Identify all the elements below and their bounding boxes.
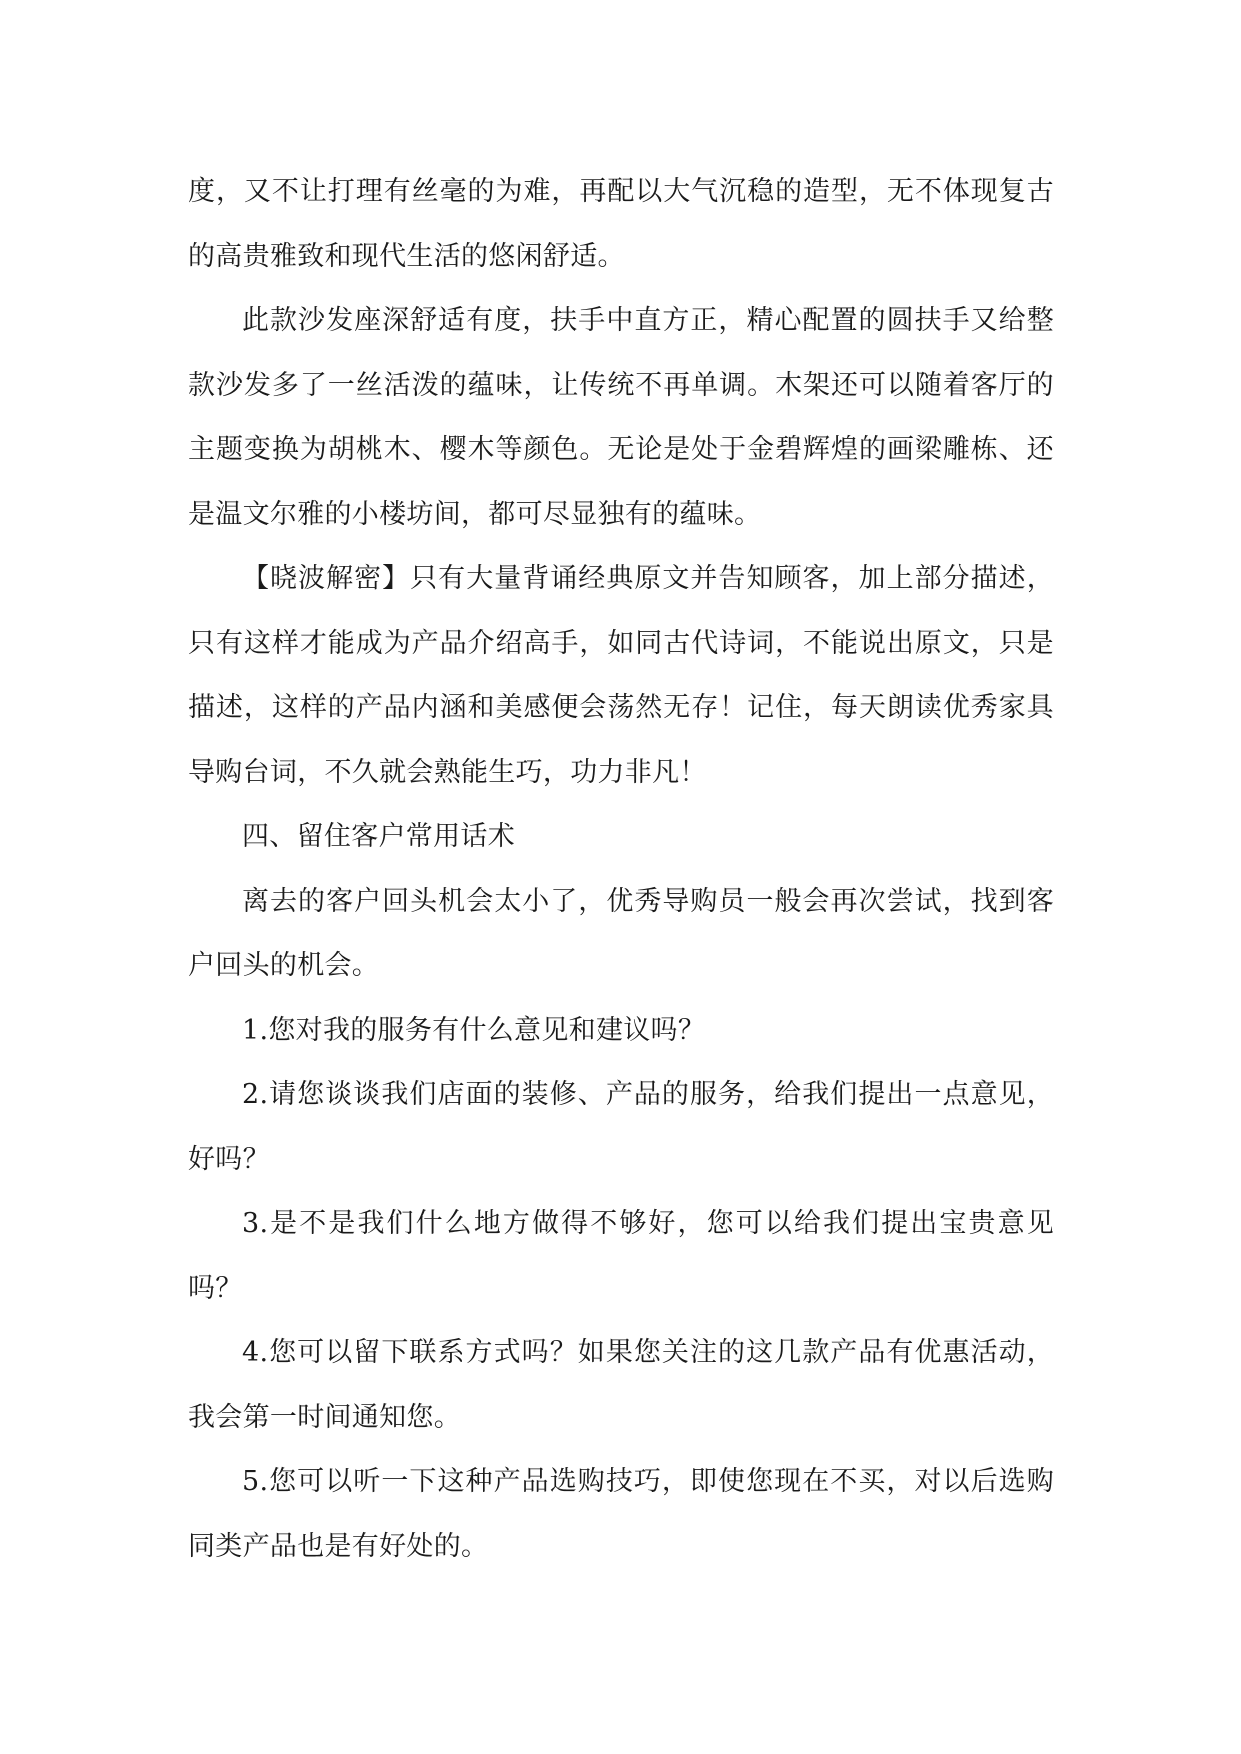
list-item-4: 4.您可以留下联系方式吗？如果您关注的这几款产品有优惠活动，我会第一时间通知您。	[188, 1337, 1054, 1433]
paragraph-sofa-description: 此款沙发座深舒适有度，扶手中直方正，精心配置的圆扶手又给整款沙发多了一丝活泼的蕴味，让传统不再单调。木架还可以随着客厅的主题变换为胡桃木、樱木等颜色。无论是处于金碧辉煌的画梁雕栋、还是温文尔雅的小楼坊间，都可尽显独有的蕴味。	[188, 305, 1054, 530]
paragraph-retain-intro: 离去的客户回头机会太小了，优秀导购员一般会再次尝试，找到客户回头的机会。	[188, 885, 1054, 981]
body-text	[188, 160, 1054, 1579]
list-item-2: 2.请您谈谈我们店面的装修、产品的服务，给我们提出一点意见，好吗？	[188, 1079, 1054, 1175]
list-item-1: 1.您对我的服务有什么意见和建议吗？	[242, 1014, 706, 1046]
paragraph-xiaobo-secret: 【晓波解密】只有大量背诵经典原文并告知顾客，加上部分描述，只有这样才能成为产品介绍高手，如同古代诗词，不能说出原文，只是描述，这样的产品内涵和美感便会荡然无存！记住，每天朗读优秀家具导购台词，不久就会熟能生巧，功力非凡！	[188, 563, 1054, 788]
list-item-3: 3.是不是我们什么地方做得不够好，您可以给我们提出宝贵意见吗？	[188, 1208, 1054, 1304]
section-heading-retain-customers: 四、留住客户常用话术	[242, 821, 515, 852]
list-item-5: 5.您可以听一下这种产品选购技巧，即使您现在不买，对以后选购同类产品也是有好处的。	[188, 1466, 1054, 1562]
paragraph-sofa-intro-end: 度，又不让打理有丝毫的为难，再配以大气沉稳的造型，无不体现复古的高贵雅致和现代生活的悠闲舒适。	[188, 176, 1054, 272]
